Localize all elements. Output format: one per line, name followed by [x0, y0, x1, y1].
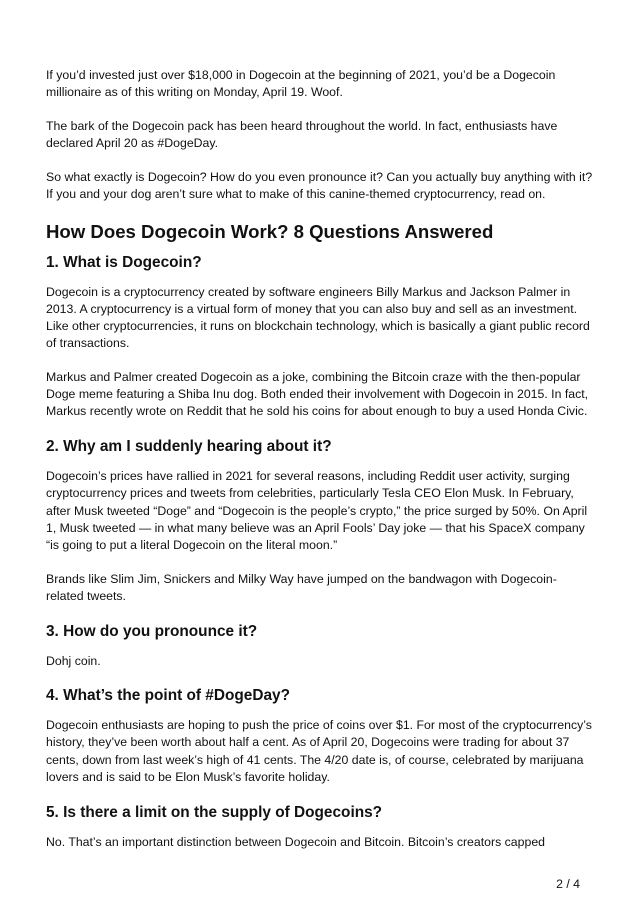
section-4-heading: 4. What’s the point of #DogeDay?: [46, 687, 290, 705]
main-heading: How Does Dogecoin Work? 8 Questions Answered: [46, 220, 494, 242]
section-2-heading: 2. Why am I suddenly hearing about it?: [46, 438, 332, 456]
section-1-heading: 1. What is Dogecoin?: [46, 253, 202, 271]
section-5-heading: 5. Is there a limit on the supply of Dogecoins?: [46, 803, 383, 821]
section-4-paragraph-1: Dogecoin enthusiasts are hoping to push the price of coins over $1. For most of the cryptocurrency’s history, they’ve been worth about half a cent. As of April 20, Dogecoins were trading for about 37 cents, down from last week’s high of 41 cents. The 4/20 date is, of course, celebrated by marijuana lovers and is said to be Elon Musk’s favorite holiday.: [46, 718, 592, 784]
section-1-paragraph-1: Dogecoin is a cryptocurrency created by software engineers Billy Markus and Jackson Palmer in 2013. A cryptocurrency is a virtual form of money that you can also buy and sell as an investment. Like other cryptocurrencies, it runs on blockchain technology, which is basically a giant public record of transactions.: [46, 284, 590, 351]
document-page: [46, 67, 594, 867]
section-2-paragraph-2: Brands like Slim Jim, Snickers and Milky Way have jumped on the bandwagon with Dogecoin-related tweets.: [46, 571, 557, 603]
page-number: 2 / 4: [556, 877, 580, 891]
section-3-heading: 3. How do you pronounce it?: [46, 622, 258, 640]
section-5-paragraph-1: No. That’s an important distinction between Dogecoin and Bitcoin. Bitcoin’s creators capped: [46, 834, 545, 849]
section-3-paragraph-1: Dohj coin.: [46, 653, 101, 668]
intro-paragraph-2: The bark of the Dogecoin pack has been heard throughout the world. In fact, enthusiasts have declared April 20 as #DogeDay.: [46, 118, 558, 151]
section-2-paragraph-1: Dogecoin’s prices have rallied in 2021 for several reasons, including Reddit user activity, surging cryptocurrency prices and tweets from celebrities, particularly Tesla CEO Elon Musk. In February, after Musk tweeted “Doge” and “Dogecoin is the people’s crypto,” the price surged by 50%. On April 1, Musk tweeted — in what many believe was an April Fools’ Day joke — that his SpaceX company “is going to put a literal Dogecoin on the literal moon.”: [46, 469, 588, 552]
intro-paragraph-1: If you’d invested just over $18,000 in Dogecoin at the beginning of 2021, you’d be a Dogecoin millionaire as of this writing on Monday, April 19. Woof.: [46, 68, 556, 100]
section-1-paragraph-2: Markus and Palmer created Dogecoin as a joke, combining the Bitcoin craze with the then-popular Doge meme featuring a Shiba Inu dog. Both ended their involvement with Dogecoin in 2015. In fact, Markus recently wrote on Reddit that he sold his coins for about enough to buy a used Honda Civic.: [46, 370, 589, 419]
intro-paragraph-3: So what exactly is Dogecoin? How do you even pronounce it? Can you actually buy anything with it? If you and your dog aren’t sure what to make of this canine-themed cryptocurrency, read on.: [46, 169, 593, 202]
